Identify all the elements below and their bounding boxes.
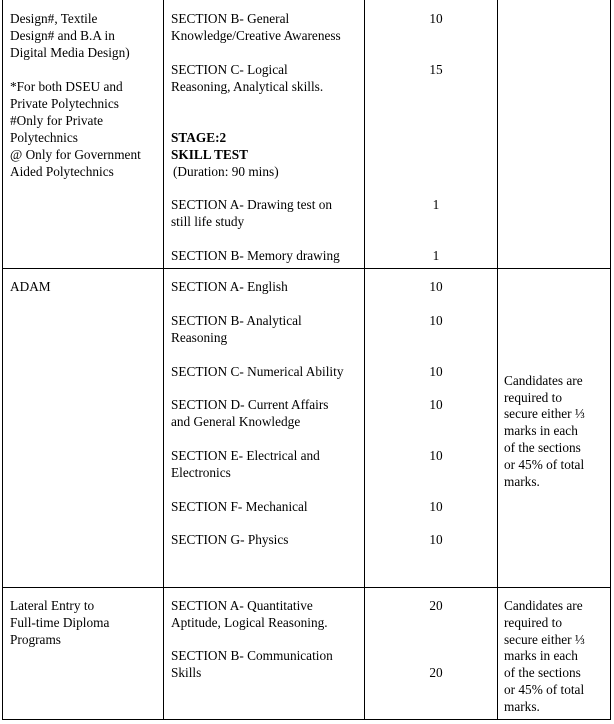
section-line: SECTION A- Quantitative (171, 598, 313, 613)
section-line: SECTION E- Electrical and (171, 448, 320, 463)
program-name-line: Programs (10, 632, 61, 647)
section-line: still life study (171, 214, 245, 229)
criteria-line: or 45% of total (504, 682, 585, 697)
section-line: SECTION B- Analytical (171, 313, 302, 328)
footnote-line: @ Only for Government (10, 147, 141, 162)
section-line: SECTION B- General (171, 11, 290, 26)
section-line: Skills (171, 665, 202, 680)
section-line: Electronics (171, 465, 231, 480)
marks-value: 10 (429, 499, 443, 514)
marks-value: 15 (429, 62, 443, 77)
criteria-line: secure either ⅓ (504, 632, 585, 647)
marks-value: 10 (429, 313, 443, 328)
criteria-line: or 45% of total (504, 457, 585, 472)
program-name-line: Design#, Textile (10, 11, 98, 26)
table-border-bottom (2, 719, 611, 720)
section-line: SECTION B- Communication (171, 648, 333, 663)
program-name-line: Digital Media Design) (10, 45, 130, 60)
criteria-line: marks. (504, 474, 540, 489)
criteria-line: marks in each (504, 648, 578, 663)
footnote-line: *For both DSEU and (10, 79, 123, 94)
stage-subtitle: SKILL TEST (171, 147, 249, 162)
column-divider (364, 0, 365, 720)
section-line: SECTION F- Mechanical (171, 499, 308, 514)
marks-value: 10 (429, 532, 443, 547)
criteria-line: marks. (504, 699, 540, 714)
row-divider (2, 587, 611, 588)
row-divider (2, 268, 611, 269)
criteria-line: Candidates are (504, 373, 583, 388)
program-name-line: Full-time Diploma (10, 615, 110, 630)
section-line: and General Knowledge (171, 414, 301, 429)
footnote-line: Private Polytechnics (10, 96, 119, 111)
section-line: SECTION C- Numerical Ability (171, 364, 344, 379)
marks-value: 1 (432, 197, 440, 212)
program-name-line: Lateral Entry to (10, 598, 95, 613)
footnote-line: Aided Polytechnics (10, 164, 114, 179)
section-line: SECTION B- Memory drawing (171, 248, 340, 263)
stage-duration: (Duration: 90 mins) (173, 164, 279, 179)
section-line: SECTION A- English (171, 279, 288, 294)
program-name-line: ADAM (10, 279, 51, 294)
column-divider (497, 0, 498, 720)
marks-value: 10 (429, 11, 443, 26)
section-line: SECTION G- Physics (171, 532, 289, 547)
table-border-left (2, 0, 3, 720)
criteria-line: of the sections (504, 440, 581, 455)
footnote-line: #Only for Private (10, 113, 104, 128)
footnote-line: Polytechnics (10, 130, 78, 145)
marks-value: 10 (429, 279, 443, 294)
criteria-line: required to (504, 615, 562, 630)
criteria-line: Candidates are (504, 598, 583, 613)
section-line: Aptitude, Logical Reasoning. (171, 615, 328, 630)
section-line: SECTION A- Drawing test on (171, 197, 333, 212)
criteria-line: of the sections (504, 665, 581, 680)
section-line: SECTION C- Logical (171, 62, 288, 77)
section-line: Knowledge/Creative Awareness (171, 28, 341, 43)
stage-title: STAGE:2 (171, 130, 227, 145)
marks-value: 10 (429, 448, 443, 463)
section-line: Reasoning (171, 330, 228, 345)
marks-value: 20 (429, 598, 443, 613)
section-line: SECTION D- Current Affairs (171, 397, 329, 412)
marks-value: 10 (429, 397, 443, 412)
section-line: Reasoning, Analytical skills. (171, 79, 324, 94)
marks-value: 1 (432, 248, 440, 263)
program-name-line: Design# and B.A in (10, 28, 115, 43)
criteria-line: secure either ⅓ (504, 406, 585, 421)
marks-value: 20 (429, 665, 443, 680)
criteria-line: marks in each (504, 423, 578, 438)
criteria-line: required to (504, 390, 562, 405)
column-divider (163, 0, 164, 720)
marks-value: 10 (429, 364, 443, 379)
table-border-right (610, 0, 611, 720)
